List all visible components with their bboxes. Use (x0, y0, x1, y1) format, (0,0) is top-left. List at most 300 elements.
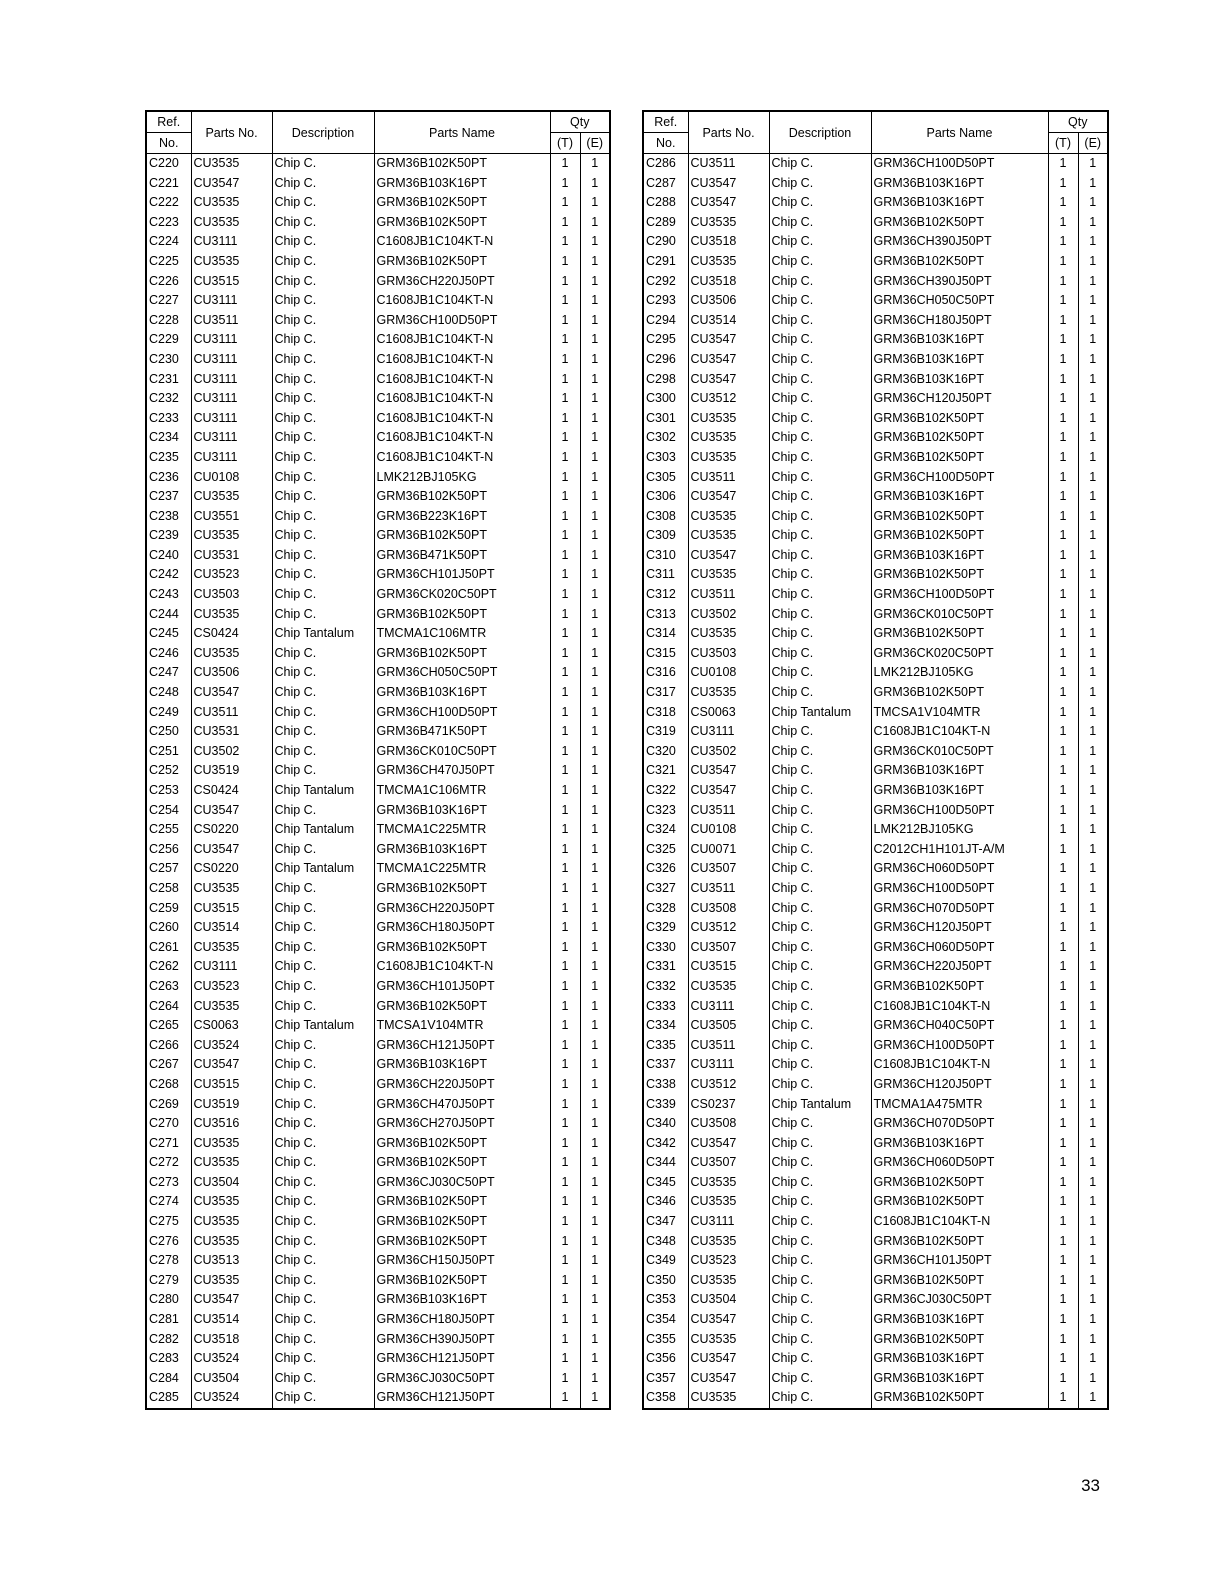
description-cell: Chip C. (769, 801, 871, 821)
ref-no-cell: C231 (146, 370, 191, 390)
description-cell: Chip Tantalum (272, 624, 374, 644)
parts-name-cell: TMCMA1A475MTR (871, 1095, 1048, 1115)
table-row (643, 1036, 1108, 1056)
description-cell: Chip C. (769, 1114, 871, 1134)
table-row (146, 526, 610, 546)
description-cell: Chip C. (769, 1055, 871, 1075)
description-cell: Chip C. (769, 487, 871, 507)
description-cell: Chip C. (769, 663, 871, 683)
table-row (146, 663, 610, 683)
qty-t-cell: 1 (1048, 1330, 1078, 1350)
ref-no-cell: C334 (643, 1016, 688, 1036)
parts-name-cell: GRM36B102K50PT (871, 1192, 1048, 1212)
description-cell: Chip C. (769, 1330, 871, 1350)
parts-no-cell: CU3519 (191, 1095, 272, 1115)
parts-no-cell: CU3535 (688, 1271, 769, 1291)
qty-e-cell: 1 (1078, 1075, 1108, 1095)
parts-table-left (145, 110, 611, 1410)
qty-e-cell: 1 (1078, 781, 1108, 801)
table-row (146, 879, 610, 899)
parts-no-cell: CU3111 (688, 722, 769, 742)
parts-no-cell: CU3516 (191, 1114, 272, 1134)
description-cell: Chip C. (272, 565, 374, 585)
qty-e-cell: 1 (580, 957, 610, 977)
table-row (643, 1271, 1108, 1291)
table-row (146, 957, 610, 977)
qty-t-cell: 1 (1048, 409, 1078, 429)
description-cell: Chip C. (272, 918, 374, 938)
qty-e-cell: 1 (1078, 1232, 1108, 1252)
table-row (643, 938, 1108, 958)
ref-no-cell: C354 (643, 1310, 688, 1330)
ref-no-cell: C225 (146, 252, 191, 272)
description-cell: Chip C. (272, 899, 374, 919)
qty-t-cell: 1 (1048, 1310, 1078, 1330)
parts-no-cell: CU3547 (191, 683, 272, 703)
ref-no-cell: C255 (146, 820, 191, 840)
table-row (146, 546, 610, 566)
description-cell: Chip C. (769, 585, 871, 605)
table-row (146, 1075, 610, 1095)
table-row (146, 409, 610, 429)
qty-t-cell: 1 (1048, 1114, 1078, 1134)
ref-no-cell: C319 (643, 722, 688, 742)
description-cell: Chip C. (769, 742, 871, 762)
parts-name-cell: GRM36B102K50PT (374, 1192, 550, 1212)
qty-t-cell: 1 (550, 232, 580, 252)
parts-name-cell: GRM36B103K16PT (871, 330, 1048, 350)
ref-no-cell: C345 (643, 1173, 688, 1193)
table-row (643, 272, 1108, 292)
table-row (643, 683, 1108, 703)
table-row (643, 565, 1108, 585)
qty-e-cell: 1 (580, 1290, 610, 1310)
parts-no-cell: CU3524 (191, 1388, 272, 1409)
parts-name-cell: GRM36B103K16PT (374, 840, 550, 860)
description-cell: Chip C. (769, 781, 871, 801)
description-cell: Chip C. (769, 820, 871, 840)
qty-e-cell: 1 (1078, 1153, 1108, 1173)
qty-e-cell: 1 (580, 311, 610, 331)
description-cell: Chip C. (769, 879, 871, 899)
table-row (146, 487, 610, 507)
parts-name-cell: GRM36CJ030C50PT (374, 1173, 550, 1193)
qty-e-cell: 1 (580, 918, 610, 938)
qty-t-cell: 1 (1048, 1095, 1078, 1115)
qty-t-cell: 1 (1048, 487, 1078, 507)
parts-name-cell: GRM36CH120J50PT (871, 389, 1048, 409)
qty-t-cell: 1 (550, 722, 580, 742)
qty-t-cell: 1 (550, 957, 580, 977)
qty-e-cell: 1 (580, 1310, 610, 1330)
ref-no-cell: C250 (146, 722, 191, 742)
description-cell: Chip C. (769, 1232, 871, 1252)
description-cell: Chip C. (272, 428, 374, 448)
qty-e-cell: 1 (580, 977, 610, 997)
ref-no-cell: C330 (643, 938, 688, 958)
table-row (643, 761, 1108, 781)
description-cell: Chip C. (769, 272, 871, 292)
ref-no-cell: C284 (146, 1369, 191, 1389)
ref-no-cell: C224 (146, 232, 191, 252)
parts-name-cell: C1608JB1C104KT-N (871, 1055, 1048, 1075)
ref-no-cell: C308 (643, 507, 688, 527)
parts-no-cell: CU3514 (191, 918, 272, 938)
qty-t-cell: 1 (1048, 1212, 1078, 1232)
parts-no-cell: CS0424 (191, 624, 272, 644)
table-row (146, 428, 610, 448)
ref-no-cell: C275 (146, 1212, 191, 1232)
ref-no-cell: C261 (146, 938, 191, 958)
table-row (643, 1290, 1108, 1310)
qty-t-cell: 1 (1048, 428, 1078, 448)
parts-name-cell: GRM36B102K50PT (871, 977, 1048, 997)
description-cell: Chip C. (272, 1271, 374, 1291)
qty-e-cell: 1 (580, 1055, 610, 1075)
qty-e-cell: 1 (580, 468, 610, 488)
parts-name-cell: TMCMA1C106MTR (374, 624, 550, 644)
parts-name-cell: C1608JB1C104KT-N (374, 389, 550, 409)
qty-t-cell: 1 (1048, 1036, 1078, 1056)
parts-no-cell: CU3111 (191, 448, 272, 468)
table-row (643, 624, 1108, 644)
qty-t-cell: 1 (550, 193, 580, 213)
table-row (146, 252, 610, 272)
qty-t-cell: 1 (550, 1192, 580, 1212)
qty-t-cell: 1 (550, 546, 580, 566)
parts-no-cell: CU3511 (688, 1036, 769, 1056)
qty-t-cell: 1 (1048, 174, 1078, 194)
ref-no-cell: C237 (146, 487, 191, 507)
qty-t-cell: 1 (550, 468, 580, 488)
table-row (643, 781, 1108, 801)
header-parts-no: Parts No. (688, 111, 769, 154)
parts-no-cell: CU3505 (688, 1016, 769, 1036)
header-parts-name: Parts Name (871, 111, 1048, 154)
parts-name-cell: GRM36CH220J50PT (374, 272, 550, 292)
parts-no-cell: CU3547 (191, 1290, 272, 1310)
description-cell: Chip C. (272, 291, 374, 311)
parts-no-cell: CU3547 (688, 370, 769, 390)
parts-no-cell: CU0071 (688, 840, 769, 860)
qty-e-cell: 1 (1078, 1310, 1108, 1330)
parts-no-cell: CU3535 (688, 683, 769, 703)
ref-no-cell: C333 (643, 997, 688, 1017)
description-cell: Chip C. (272, 1388, 374, 1409)
qty-e-cell: 1 (1078, 350, 1108, 370)
qty-e-cell: 1 (580, 174, 610, 194)
parts-name-cell: GRM36B102K50PT (374, 252, 550, 272)
qty-t-cell: 1 (550, 291, 580, 311)
table-row (643, 1134, 1108, 1154)
description-cell: Chip C. (272, 722, 374, 742)
parts-name-cell: GRM36B103K16PT (871, 1134, 1048, 1154)
parts-no-cell: CU3502 (688, 742, 769, 762)
parts-name-cell: GRM36B103K16PT (374, 801, 550, 821)
description-cell: Chip C. (272, 1212, 374, 1232)
qty-e-cell: 1 (1078, 859, 1108, 879)
parts-name-cell: C1608JB1C104KT-N (374, 370, 550, 390)
parts-no-cell: CU3507 (688, 859, 769, 879)
description-cell: Chip Tantalum (272, 820, 374, 840)
qty-e-cell: 1 (580, 409, 610, 429)
table-row (146, 742, 610, 762)
description-cell: Chip Tantalum (272, 859, 374, 879)
ref-no-cell: C323 (643, 801, 688, 821)
qty-t-cell: 1 (550, 997, 580, 1017)
ref-no-cell: C262 (146, 957, 191, 977)
qty-t-cell: 1 (550, 428, 580, 448)
table-row (643, 801, 1108, 821)
qty-t-cell: 1 (1048, 468, 1078, 488)
parts-name-cell: LMK212BJ105KG (374, 468, 550, 488)
description-cell: Chip C. (769, 722, 871, 742)
table-row (146, 389, 610, 409)
table-row (643, 1173, 1108, 1193)
parts-name-cell: GRM36B102K50PT (871, 409, 1048, 429)
qty-e-cell: 1 (580, 546, 610, 566)
table-row (146, 1016, 610, 1036)
ref-no-cell: C292 (643, 272, 688, 292)
parts-name-cell: GRM36B103K16PT (374, 174, 550, 194)
table-row (643, 213, 1108, 233)
parts-name-cell: GRM36B102K50PT (871, 1330, 1048, 1350)
qty-t-cell: 1 (550, 330, 580, 350)
ref-no-cell: C282 (146, 1330, 191, 1350)
table-row (146, 585, 610, 605)
parts-no-cell: CU3503 (688, 644, 769, 664)
table-row (146, 507, 610, 527)
ref-no-cell: C339 (643, 1095, 688, 1115)
table-row (146, 1271, 610, 1291)
description-cell: Chip C. (272, 252, 374, 272)
qty-t-cell: 1 (1048, 1290, 1078, 1310)
ref-no-cell: C244 (146, 605, 191, 625)
qty-e-cell: 1 (580, 742, 610, 762)
qty-e-cell: 1 (1078, 193, 1108, 213)
description-cell: Chip C. (769, 448, 871, 468)
table-row (643, 174, 1108, 194)
ref-no-cell: C256 (146, 840, 191, 860)
qty-e-cell: 1 (1078, 330, 1108, 350)
qty-e-cell: 1 (580, 938, 610, 958)
table-row (643, 1095, 1108, 1115)
parts-name-cell: GRM36B102K50PT (871, 683, 1048, 703)
qty-t-cell: 1 (550, 370, 580, 390)
parts-name-cell: GRM36CH121J50PT (374, 1349, 550, 1369)
qty-e-cell: 1 (580, 1114, 610, 1134)
qty-e-cell: 1 (1078, 1349, 1108, 1369)
parts-no-cell: CU3508 (688, 899, 769, 919)
qty-t-cell: 1 (550, 781, 580, 801)
parts-no-cell: CU3111 (191, 350, 272, 370)
qty-t-cell: 1 (550, 1114, 580, 1134)
table-row (146, 468, 610, 488)
qty-e-cell: 1 (580, 605, 610, 625)
parts-no-cell: CU3535 (688, 1232, 769, 1252)
table-row (146, 174, 610, 194)
qty-t-cell: 1 (550, 761, 580, 781)
description-cell: Chip C. (272, 507, 374, 527)
qty-t-cell: 1 (1048, 938, 1078, 958)
parts-name-cell: GRM36CH100D50PT (871, 468, 1048, 488)
qty-e-cell: 1 (1078, 1114, 1108, 1134)
parts-name-cell: C1608JB1C104KT-N (871, 997, 1048, 1017)
description-cell: Chip C. (272, 468, 374, 488)
qty-e-cell: 1 (580, 1212, 610, 1232)
qty-t-cell: 1 (550, 526, 580, 546)
table-row (643, 389, 1108, 409)
description-cell: Chip C. (769, 1369, 871, 1389)
parts-name-cell: GRM36B103K16PT (871, 1310, 1048, 1330)
ref-no-cell: C278 (146, 1251, 191, 1271)
qty-t-cell: 1 (1048, 1388, 1078, 1409)
header-qty-e: (E) (580, 133, 610, 154)
parts-no-cell: CU3111 (191, 409, 272, 429)
qty-e-cell: 1 (580, 997, 610, 1017)
parts-name-cell: GRM36CH100D50PT (374, 703, 550, 723)
parts-no-cell: CU3111 (191, 291, 272, 311)
parts-no-cell: CU3547 (688, 174, 769, 194)
qty-t-cell: 1 (1048, 605, 1078, 625)
description-cell: Chip C. (272, 370, 374, 390)
qty-e-cell: 1 (580, 663, 610, 683)
description-cell: Chip C. (769, 1016, 871, 1036)
ref-no-cell: C285 (146, 1388, 191, 1409)
ref-no-cell: C324 (643, 820, 688, 840)
ref-no-cell: C286 (643, 154, 688, 174)
header-qty-t: (T) (1048, 133, 1078, 154)
qty-t-cell: 1 (1048, 330, 1078, 350)
description-cell: Chip C. (272, 1055, 374, 1075)
table-row (643, 1192, 1108, 1212)
qty-e-cell: 1 (580, 644, 610, 664)
description-cell: Chip C. (769, 1036, 871, 1056)
description-cell: Chip C. (769, 154, 871, 174)
parts-no-cell: CU3531 (191, 546, 272, 566)
qty-t-cell: 1 (550, 742, 580, 762)
parts-no-cell: CU3535 (191, 1232, 272, 1252)
header-description: Description (272, 111, 374, 154)
ref-no-cell: C232 (146, 389, 191, 409)
table-row (146, 683, 610, 703)
description-cell: Chip C. (769, 761, 871, 781)
table-row (643, 859, 1108, 879)
parts-no-cell: CU3504 (688, 1290, 769, 1310)
table-row (146, 722, 610, 742)
qty-t-cell: 1 (1048, 526, 1078, 546)
parts-no-cell: CU3111 (688, 1055, 769, 1075)
qty-t-cell: 1 (550, 213, 580, 233)
qty-t-cell: 1 (550, 703, 580, 723)
qty-t-cell: 1 (550, 409, 580, 429)
qty-t-cell: 1 (550, 154, 580, 174)
parts-no-cell: CU3518 (191, 1330, 272, 1350)
ref-no-cell: C260 (146, 918, 191, 938)
ref-no-cell: C234 (146, 428, 191, 448)
table-row (643, 468, 1108, 488)
ref-no-cell: C233 (146, 409, 191, 429)
parts-no-cell: CU3547 (688, 193, 769, 213)
parts-no-cell: CU3515 (688, 957, 769, 977)
parts-name-cell: GRM36B102K50PT (374, 526, 550, 546)
qty-e-cell: 1 (580, 761, 610, 781)
parts-name-cell: GRM36CH150J50PT (374, 1251, 550, 1271)
parts-name-cell: GRM36CH120J50PT (871, 1075, 1048, 1095)
qty-e-cell: 1 (1078, 703, 1108, 723)
table-row (643, 370, 1108, 390)
ref-no-cell: C264 (146, 997, 191, 1017)
ref-no-cell: C280 (146, 1290, 191, 1310)
qty-t-cell: 1 (1048, 1192, 1078, 1212)
description-cell: Chip C. (272, 1134, 374, 1154)
description-cell: Chip Tantalum (272, 781, 374, 801)
qty-e-cell: 1 (580, 1251, 610, 1271)
qty-e-cell: 1 (1078, 1134, 1108, 1154)
description-cell: Chip C. (272, 644, 374, 664)
qty-e-cell: 1 (580, 272, 610, 292)
parts-name-cell: C1608JB1C104KT-N (374, 409, 550, 429)
parts-name-cell: GRM36B102K50PT (871, 1388, 1048, 1409)
table-row (146, 311, 610, 331)
table-row (146, 1055, 610, 1075)
description-cell: Chip C. (769, 409, 871, 429)
ref-no-cell: C289 (643, 213, 688, 233)
parts-no-cell: CU3506 (191, 663, 272, 683)
table-row (146, 1134, 610, 1154)
qty-t-cell: 1 (1048, 859, 1078, 879)
qty-e-cell: 1 (1078, 644, 1108, 664)
qty-t-cell: 1 (1048, 546, 1078, 566)
parts-name-cell: GRM36B102K50PT (374, 938, 550, 958)
qty-e-cell: 1 (580, 801, 610, 821)
description-cell: Chip C. (769, 546, 871, 566)
table-row (643, 330, 1108, 350)
ref-no-cell: C337 (643, 1055, 688, 1075)
qty-e-cell: 1 (580, 350, 610, 370)
table-body-right (643, 154, 1108, 1410)
qty-t-cell: 1 (1048, 1134, 1078, 1154)
description-cell: Chip C. (272, 663, 374, 683)
qty-e-cell: 1 (1078, 1173, 1108, 1193)
qty-e-cell: 1 (580, 565, 610, 585)
parts-table-right (642, 110, 1109, 1410)
table-row (146, 1290, 610, 1310)
parts-no-cell: CU3515 (191, 1075, 272, 1095)
qty-e-cell: 1 (580, 1369, 610, 1389)
parts-name-cell: GRM36B102K50PT (871, 252, 1048, 272)
parts-name-cell: GRM36B103K16PT (871, 546, 1048, 566)
parts-name-cell: GRM36CH050C50PT (871, 291, 1048, 311)
table-row (643, 546, 1108, 566)
table-row (146, 1349, 610, 1369)
parts-no-cell: CU3507 (688, 938, 769, 958)
ref-no-cell: C338 (643, 1075, 688, 1095)
qty-e-cell: 1 (1078, 1055, 1108, 1075)
ref-no-cell: C303 (643, 448, 688, 468)
qty-e-cell: 1 (1078, 722, 1108, 742)
ref-no-cell: C346 (643, 1192, 688, 1212)
qty-t-cell: 1 (550, 1016, 580, 1036)
ref-no-cell: C311 (643, 565, 688, 585)
qty-t-cell: 1 (1048, 232, 1078, 252)
ref-no-cell: C242 (146, 565, 191, 585)
parts-name-cell: GRM36CH121J50PT (374, 1388, 550, 1409)
parts-no-cell: CU3511 (688, 468, 769, 488)
qty-e-cell: 1 (1078, 213, 1108, 233)
parts-name-cell: GRM36CK010C50PT (374, 742, 550, 762)
table-row (643, 526, 1108, 546)
